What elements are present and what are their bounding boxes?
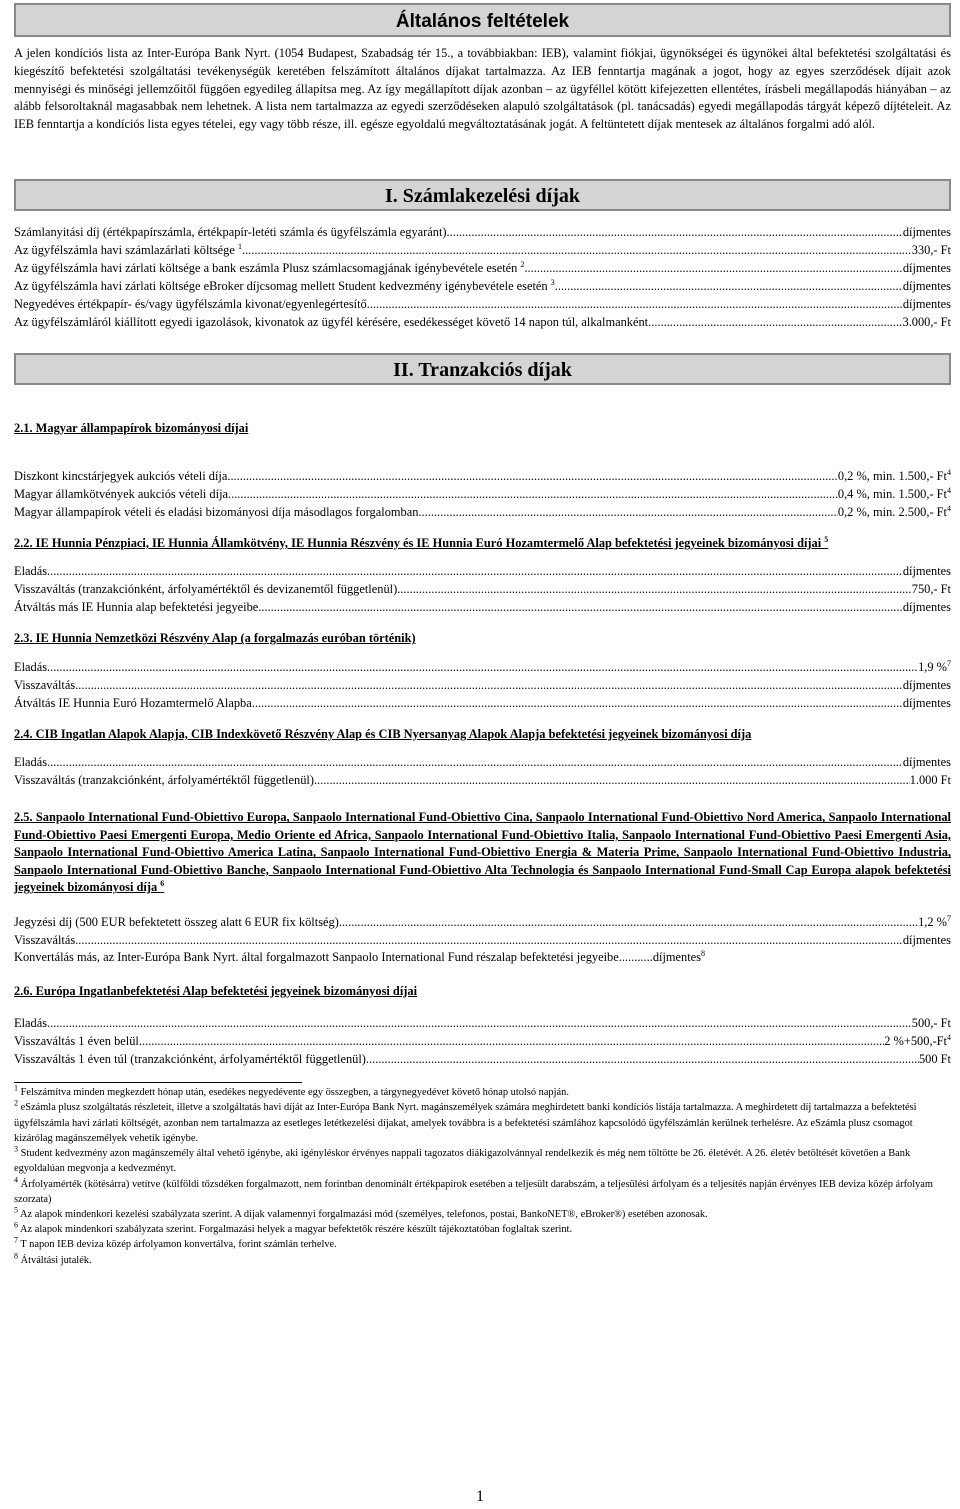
footnotes <box>14 1085 951 1267</box>
footnote: $^8$ Átváltási jutalék. <box>14 1251 92 1266</box>
subsection-2-6-list <box>14 1014 951 1068</box>
fee-row: Visszaváltás 1 éven túl (tranzakciónként, árfolyamértéktől függetlenül) ..... 500 Ft <box>14 1050 951 1068</box>
section1-fee-list <box>14 223 951 331</box>
section1-title: I. Számlakezelési díjak <box>385 184 580 207</box>
fee-row: Eladás ..... 500,- Ft <box>14 1014 951 1032</box>
document-page <box>14 0 951 1268</box>
page-title: Általános feltételek <box>395 11 570 32</box>
fee-row: Az ügyfélszámláról kiállított egyedi igazolások, kivonatok az ügyfél kérésére, esedékességet követő 14 napon túl, alkalmanként ..... 3.000,- Ft <box>14 313 951 331</box>
footnote: $^7$ T napon IEB deviza közép árfolyamon konvertálva, forint számlán terhelve. <box>14 1235 337 1251</box>
footnote: $^4$ Árfolyamérték (kötésárra) vetítve (külföldi tőzsdéken forgalmazott, nem forintban denominált értékpapírok esetében a teljesült darabszám, a teljesülési árfolyam és a teljesítés napján érvényes IEB deviza közép árfolyam szorzata) <box>14 1175 933 1205</box>
fee-row: Visszaváltás ..... díjmentes <box>14 931 951 949</box>
subsection-2-2-heading: 2.2. IE Hunnia Pénzpiaci, IE Hunnia Államkötvény, IE Hunnia Részvény és IE Hunnia Euró Hozamtermelő Alap befektetési jegyeinek bizományosi díjai $^5$ <box>14 534 829 550</box>
subsection-2-1-heading: 2.1. Magyar állampapírok bizományosi díjai <box>14 420 249 435</box>
section2-banner <box>14 353 951 385</box>
footnote: $^2$ eSzámla plusz szolgáltatás részleteit, illetve a szolgáltatás havi díját az Inter-Európa Bank Nyrt. magánszemélyek számára meghirdetett banki kondíciós listája tartalmazza. A meghirdetett díj tartalmazza a befektetési ügyfélszámla havi zárlati költségét, azonban nem tartalmazza az esetleges letétkezelési díjakat, amelyek továbbra is a befektetési számlához kapcsolódó ügyfélszámlán kerülnek terhelésre. Az eSzámla plusz csomagot kizárólag magánszemélyek vehetik igénybe. <box>14 1099 917 1144</box>
footnote: $^5$ Az alapok mindenkori kezelési szabályzata szerint. A díjak valamennyi forgalmazási mód (személyes, telefonos, postai, BankoNET®, eBroker®) esetében azonosak. <box>14 1205 708 1220</box>
page-number: 1 <box>476 1488 484 1505</box>
fee-row: Számlanyitási díj (értékpapírszámla, értékpapír-letéti számla és ügyfélszámla egyaránt) ..... díjmentes <box>14 223 951 241</box>
fee-row: Jegyzési díj (500 EUR befektetett összeg alatt 6 EUR fix költség) ..... 1,2 %$^7$ <box>14 913 951 931</box>
fee-row: Visszaváltás (tranzakciónként, árfolyamértéktől függetlenül) ..... 1.000 Ft <box>14 771 951 789</box>
subsection-2-5-list <box>14 913 951 967</box>
intro-paragraph: A jelen kondíciós lista az Inter-Európa Bank Nyrt. (1054 Budapest, Szabadság tér 15., a továbbiakban: IEB), valamint fiókjai, ügynökségei és ügynökei által befektetési szolgáltatási és kiegészítő befektetési szolgáltatási tevékenységük keretében felszámított általános díjakat tartalmazza. Az IEB fenntartja magának a jogot, hogy az egyes szerződések díjait azok mennyiségi és minőségi jellemzőitől függően egyedileg állapítsa meg. Az így megállapított díjak azonban – az ügyféllel kötött kifejezetten ellentétes, írásbeli megállapodás hiányában – az alább felsoroltaknál magasabbak nem lehetnek. A lista nem tartalmazza az egyedi szerződéseken alapuló szolgáltatások (pl. tanácsadás) egyedi megállapodás tárgyát képező díjtételeit. Az IEB fenntartja a kondíciós lista egyes tételei, egy vagy több része, ill. egésze egyoldalú megváltoztatásának jogát. A feltüntetett díjak mentesek az általános forgalmi adó alól. <box>14 46 951 132</box>
fee-row: Eladás ..... díjmentes <box>14 562 951 580</box>
fee-row: Negyedéves értékpapír- és/vagy ügyfélszámla kivonat/egyenlegértesítő ..... díjmentes <box>14 295 951 313</box>
fee-row: Diszkont kincstárjegyek aukciós vételi díja ..... 0,2 %, min. 1.500,- Ft$^4$ <box>14 467 951 485</box>
footnote: $^3$ Student kedvezmény azon magánszemély által vehető igénybe, aki igényléskor érvényes nappali tagozatos diákigazolvánnyal rendelkezik és még nem töltötte be 26. életévét. A 26. életév betöltését követően a Bank egyoldalúan megvonja a kedvezményt. <box>14 1144 911 1175</box>
subsection-2-6-heading: 2.6. Európa Ingatlanbefektetési Alap befektetési jegyeinek bizományosi díjai <box>14 983 418 998</box>
subsection-2-3-list <box>14 658 951 712</box>
fee-row: Eladás ..... díjmentes <box>14 753 951 771</box>
subsection-2-2-list <box>14 562 951 616</box>
section2-header <box>14 353 951 463</box>
fee-row: Magyar állampapírok vételi és eladási bizományosi díja másodlagos forgalomban ..... 0,2 %, min. 2.500,- Ft$^4$ <box>14 503 951 521</box>
general-terms-banner <box>14 3 951 37</box>
fee-row: Az ügyfélszámla havi zárlati költsége eBroker díjcsomag mellett Student kedvezmény igénybevétele esetén $^3$ ..... díjmentes <box>14 277 951 295</box>
footnote: $^1$ Felszámítva minden megkezdett hónap után, esedékes negyedévente egy összegben, a tárgynegyedévet követő hónap utolsó napján. <box>14 1083 569 1099</box>
subsection-2-4-heading: 2.4. CIB Ingatlan Alapok Alapja, CIB Indexkövető Részvény Alap és CIB Nyersanyag Alapok Alapja befektetési jegyeinek bizományosi díja <box>14 726 752 741</box>
section2-title: II. Tranzakciós díjak <box>393 358 572 381</box>
fee-row: Visszaváltás ..... díjmentes <box>14 676 951 694</box>
subsection-2-4-list <box>14 753 951 789</box>
fee-row: Átváltás más IE Hunnia alap befektetési jegyeibe ..... díjmentes <box>14 598 951 616</box>
footnote-separator <box>14 1082 302 1083</box>
subsection-2-1-list <box>14 467 951 521</box>
fee-row: Magyar államkötvények aukciós vételi díja ..... 0,4 %, min. 1.500,- Ft$^4$ <box>14 485 951 503</box>
fee-row: Az ügyfélszámla havi számlazárlati költsége $^1$ ..... 330,- Ft <box>14 241 951 259</box>
fee-row: Visszaváltás 1 éven belül ..... 2 $\%+500,-Ft^4$ <box>14 1032 951 1050</box>
footnote: $^6$ Az alapok mindenkori szabályzata szerint. Forgalmazási helyek a magyar befektetők részére készült tájékoztatóban foglaltak szerint. <box>14 1220 573 1236</box>
fee-row: Az ügyfélszámla havi zárlati költsége a bank eszámla Plusz számlacsomagjának igénybevétele esetén $^2$ ..... díjmentes <box>14 259 951 277</box>
subsection-2-5-heading: 2.5. Sanpaolo International Fund-Obiettivo Europa, Sanpaolo International Fund-Obiettivo Cina, Sanpaolo International Fund-Obiettivo Nord America, Sanpaolo International Fund-Obiettivo Paesi Emergenti Europa, Medio Oriente ed Africa, Sanpaolo International Fund-Obiettivo Italia, Sanpaolo International Fund-Obiettivo Paesi Emergenti Asia, Sanpaolo International Fund-Obiettivo America Latina, Sanpaolo International Fund-Obiettivo Energia & Materia Prime, Sanpaolo International Fund-Obiettivo Industria, Sanpaolo International Fund-Obiettivo Banche, Sanpaolo International Fund-Obiettivo Alta Technologia és Sanpaolo International Fund-Small Cap Europa alapok befektetési jegyeinek bizományosi díja $^6$ <box>14 810 951 895</box>
section1-banner <box>14 179 951 211</box>
fee-row: Átváltás IE Hunnia Euró Hozamtermelő Alapba ..... díjmentes <box>14 694 951 712</box>
fee-row: Eladás ..... 1,9 %$^7$ <box>14 658 951 676</box>
conversion-fee-paragraph: Konvertálás más, az Inter-Európa Bank Nyrt. által forgalmazott Sanpaolo International Fund részalap befektetési jegyeibe...........díjmentes$^8$ <box>14 948 705 964</box>
fee-row: Visszaváltás (tranzakciónként, árfolyamértéktől és devizanemtől függetlenül) ..... 750,- Ft <box>14 580 951 598</box>
subsection-2-3-heading: 2.3. IE Hunnia Nemzetközi Részvény Alap (a forgalmazás euróban történik) <box>14 631 416 646</box>
